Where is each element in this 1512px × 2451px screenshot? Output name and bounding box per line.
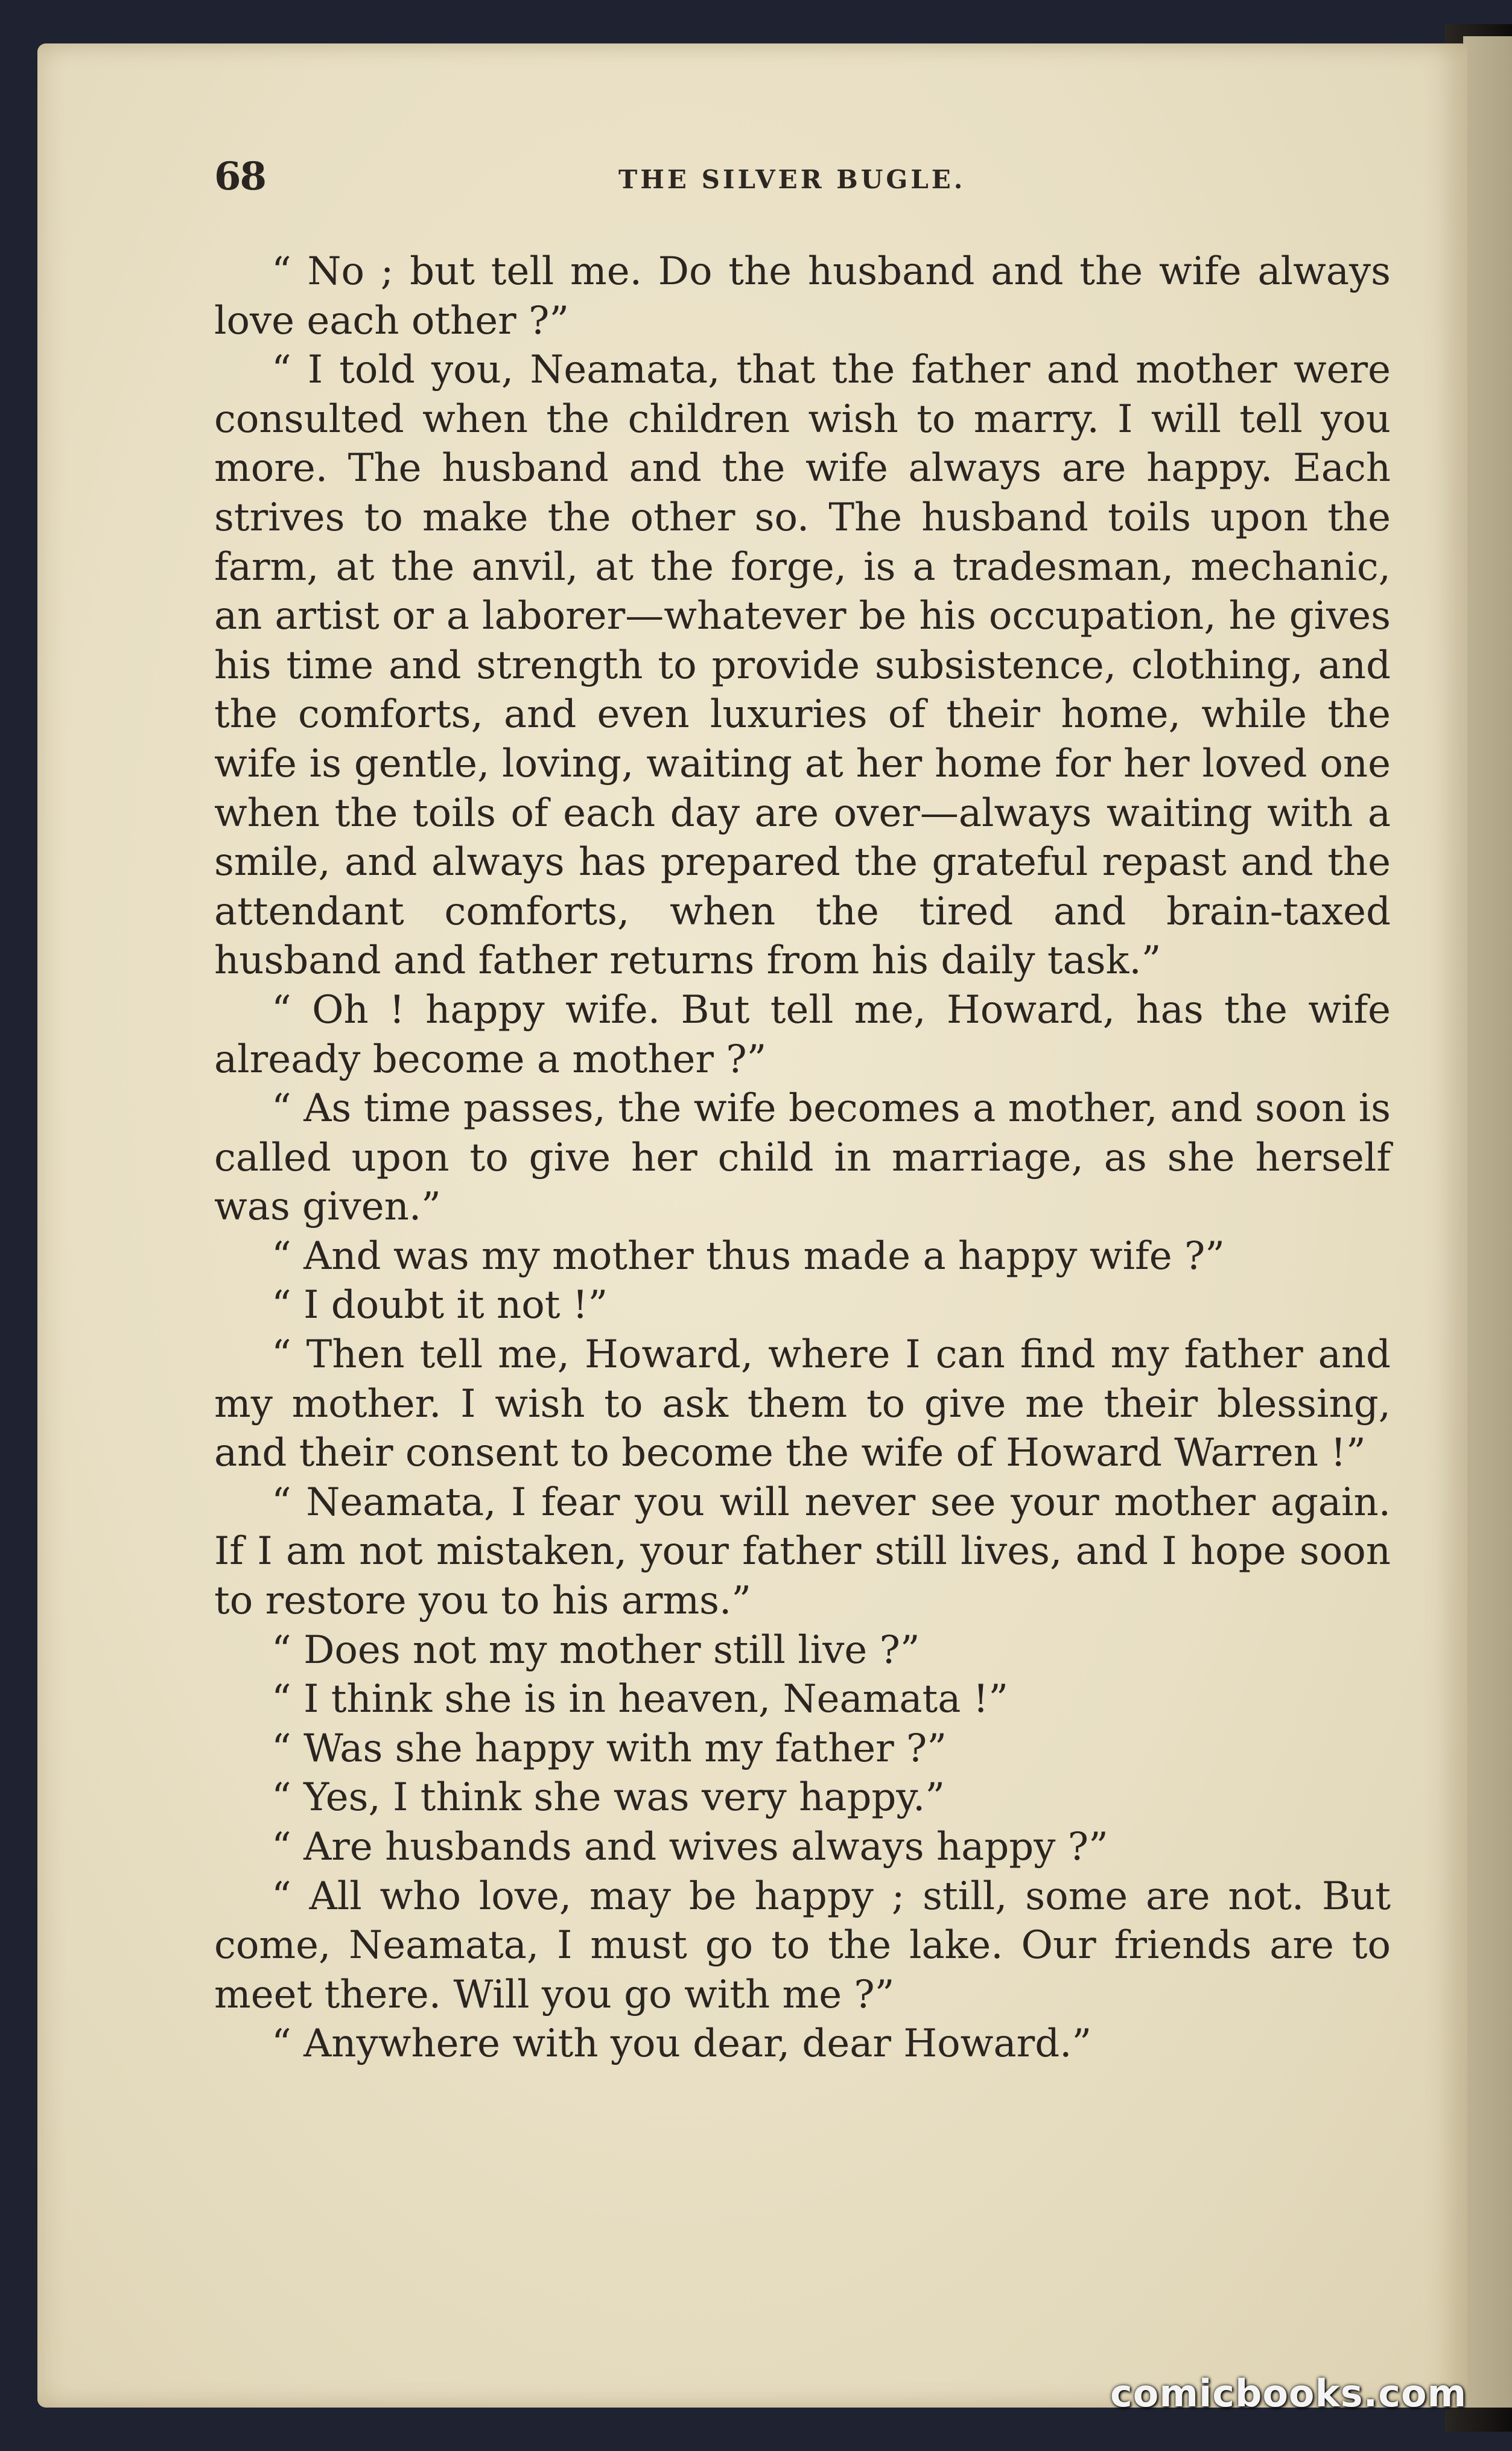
paragraph: “ Does not my mother still live ?”: [272, 1627, 920, 1673]
page-number: 68: [214, 154, 266, 199]
paragraph: “ No ; but tell me. Do the husband and the wife always love each other ?”: [214, 249, 1391, 343]
paragraph: “ All who love, may be happy ; still, some are not. But come, Neamata, I must go to the lake. Our friends are to meet there. Will you go with me ?”: [214, 1874, 1391, 2017]
paragraph: “ Anywhere with you dear, dear Howard.”: [272, 2021, 1092, 2067]
body-text: [214, 247, 1391, 2069]
watermark: comicbooks.com: [1110, 2371, 1467, 2415]
paragraph: “ I think she is in heaven, Neamata !”: [272, 1677, 1009, 1722]
paragraph: “ I doubt it not !”: [272, 1283, 608, 1328]
paragraph: “ Then tell me, Howard, where I can find my father and my mother. I wish to ask them to give me their blessing, and their consent to become the wife of Howard Warren !”: [214, 1332, 1391, 1476]
running-head: THE SILVER BUGLE.: [618, 165, 966, 194]
facing-page-edge: [1463, 36, 1512, 2408]
paragraph: “ Oh ! happy wife. But tell me, Howard, has the wife already become a mother ?”: [214, 987, 1391, 1082]
page-header: [214, 154, 1391, 208]
paragraph: “ Yes, I think she was very happy.”: [272, 1775, 945, 1820]
paragraph: “ And was my mother thus made a happy wife ?”: [272, 1233, 1225, 1279]
paragraph: “ Neamata, I fear you will never see your mother again. If I am not mistaken, your father still lives, and I hope soon to restore you to his arms.”: [214, 1480, 1391, 1624]
paragraph: “ Was she happy with my father ?”: [272, 1726, 947, 1771]
paragraph: “ Are husbands and wives always happy ?”: [272, 1825, 1108, 1869]
paragraph: “ As time passes, the wife becomes a mother, and soon is called upon to give her child in marriage, as she herself was given.”: [214, 1086, 1391, 1230]
paragraph: “ I told you, Neamata, that the father and mother were consulted when the children wish to marry. I will tell you more. The husband and the wife always are happy. Each strives to make the other so. The husband toils upon the farm, at the anvil, at the forge, is a tradesman, mechanic, an artist or a laborer—whatever be his occupation, he gives his time and strength to provide subsistence, clothing, and the comforts, and even luxuries of their home, while the wife is gentle, loving, waiting at her home for her loved one when the toils of each day are over—always waiting with a smile, and always has prepared the grateful repast and the attendant comforts, when the tired and brain-taxed husband and father returns from his daily task.”: [214, 348, 1391, 984]
